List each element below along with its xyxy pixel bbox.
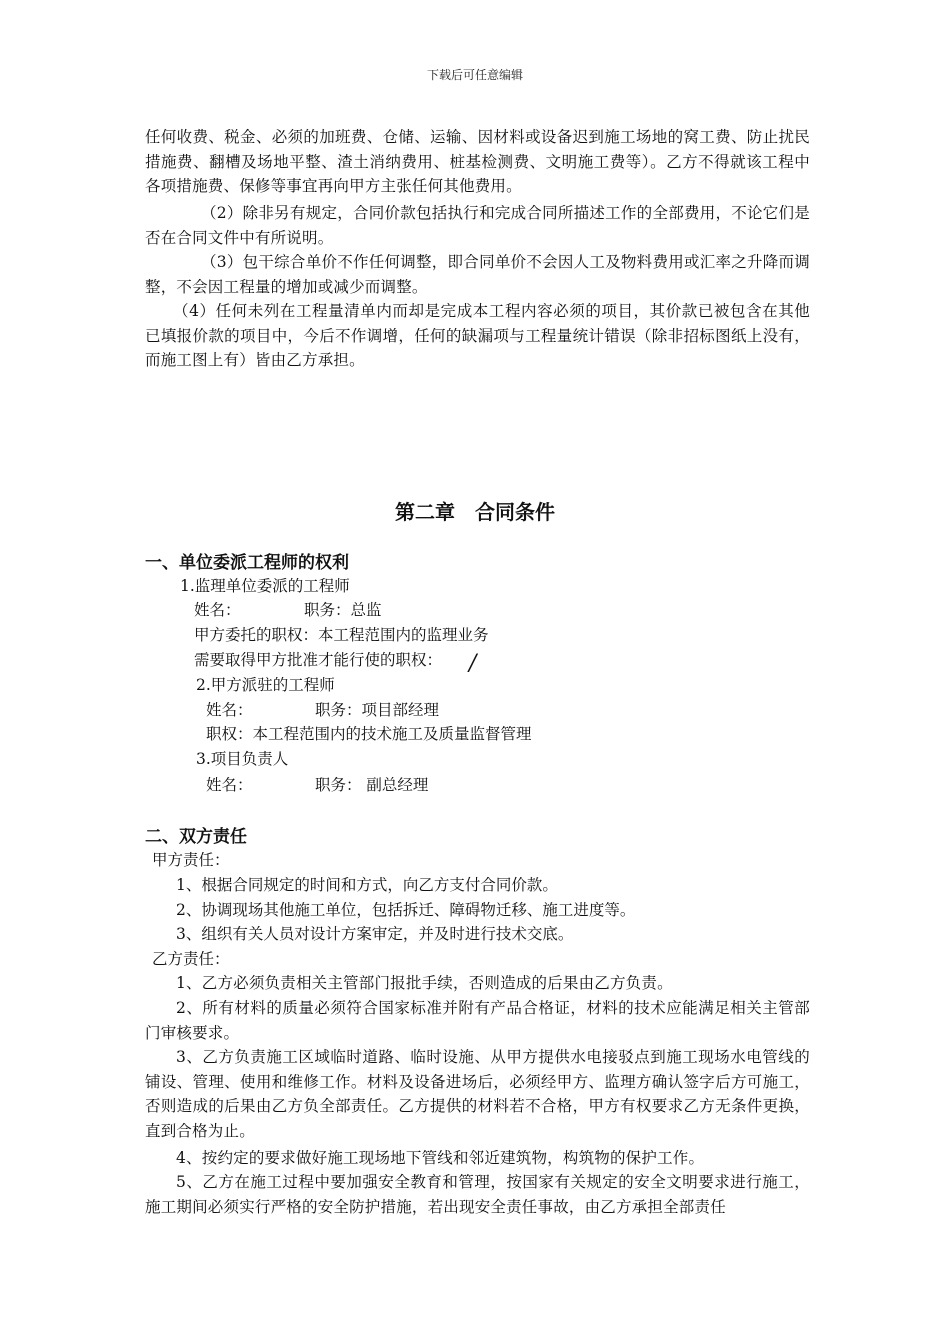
item-1-approval: 需要取得甲方批准才能行使的职权： [194, 651, 443, 669]
intro-paragraph-3: （3）包干综合单价不作任何调整，即合同单价不会因人工及物料费用或汇率之升降而调整，不会因工程量的增加或减少而调整。 [145, 253, 810, 296]
intro-paragraph-2: （2）除非另有规定，合同价款包括执行和完成合同所描述工作的全部费用，不论它们是否在合同文件中有所说明。 [145, 204, 810, 247]
party-b-item-3: 3、乙方负责施工区域临时道路、临时设施、从甲方提供水电接驳点到施工现场水电管线的铺设、管理、使用和维修工作。材料及设备进场后，必须经甲方、监理方确认签字后方可施工，否则造成的后果由乙方负全部责任。乙方提供的材料若不合格，甲方有权要求乙方无条件更换，直到合格为止。 [145, 1048, 810, 1140]
item-1-position: 职务：总监 [304, 601, 382, 619]
approval-slash-mark: / [469, 651, 477, 676]
party-b-item-4: 4、按约定的要求做好施工现场地下管线和邻近建筑物，构筑物的保护工作。 [176, 1149, 705, 1167]
item-2-position: 职务：项目部经理 [315, 701, 440, 719]
chapter-title: 第二章 合同条件 [395, 500, 555, 524]
item-3-position: 职务： 副总经理 [315, 776, 429, 794]
item-2-authority: 职权：本工程范围内的技术施工及质量监督管理 [206, 725, 532, 743]
item-3-name: 姓名： [206, 776, 253, 794]
page-header-note: 下载后可任意编辑 [426, 68, 523, 82]
party-b-label: 乙方责任： [152, 950, 230, 968]
intro-paragraph-4: （4）任何未列在工程量清单内而却是完成本工程内容必须的项目，其价款已被包含在其他已填报价款的项目中，今后不作调增，任何的缺漏项与工程量统计错误（除非招标图纸上没有，而施工图上有）皆由乙方承担。 [145, 302, 810, 369]
item-3-title: 3.项目负责人 [196, 750, 289, 768]
item-1-title: 1.监理单位委派的工程师 [180, 577, 350, 595]
party-a-item-2: 2、协调现场其他施工单位，包括拆迁、障碍物迁移、施工进度等。 [176, 901, 636, 919]
party-a-item-3: 3、组织有关人员对设计方案审定，并及时进行技术交底。 [176, 925, 574, 943]
party-a-label: 甲方责任： [152, 851, 230, 869]
item-2-title: 2.甲方派驻的工程师 [196, 676, 335, 694]
party-b-item-2: 2、所有材料的质量必须符合国家标准并附有产品合格证，材料的技术应能满足相关主管部门审核要求。 [145, 999, 810, 1042]
intro-paragraph-1: 任何收费、税金、必须的加班费、仓储、运输、因材料或设备迟到施工场地的窝工费、防止扰民措施费、翻槽及场地平整、渣土消纳费用、桩基检测费、文明施工费等）。乙方不得就该工程中各项措施费、保修等事宜再向甲方主张任何其他费用。 [145, 128, 810, 195]
item-1-name: 姓名： [194, 601, 241, 619]
item-2-name: 姓名： [206, 701, 253, 719]
section-2-heading: 二、双方责任 [145, 827, 247, 847]
party-a-item-1: 1、根据合同规定的时间和方式，向乙方支付合同价款。 [176, 876, 558, 894]
party-b-item-5: 5、乙方在施工过程中要加强安全教育和管理，按国家有关规定的安全文明要求进行施工，施工期间必须实行严格的安全防护措施，若出现安全责任事故，由乙方承担全部责任 [145, 1173, 810, 1216]
party-b-item-1: 1、乙方必须负责相关主管部门报批手续，否则造成的后果由乙方负责。 [176, 974, 673, 992]
item-1-authority: 甲方委托的职权：本工程范围内的监理业务 [194, 626, 489, 644]
section-1-heading: 一、单位委派工程师的权利 [145, 553, 349, 573]
